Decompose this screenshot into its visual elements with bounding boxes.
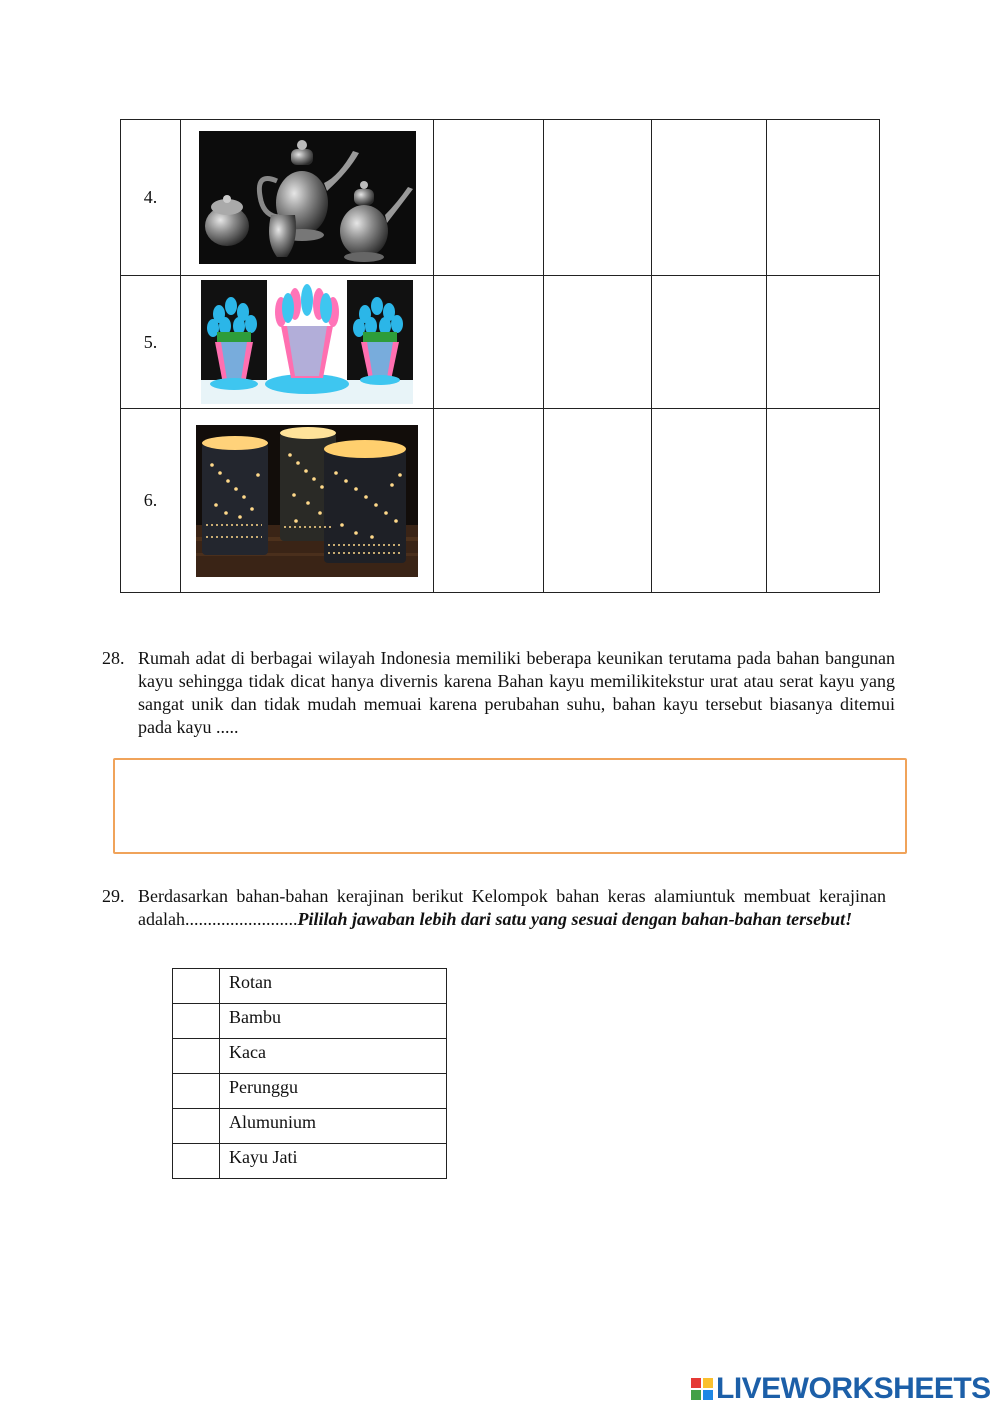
answer-cell[interactable] (543, 276, 651, 409)
question-number: 29. (102, 886, 125, 906)
answer-cell[interactable] (651, 409, 766, 593)
silver-teapot-set-photo (199, 131, 416, 264)
answer-cell[interactable] (651, 276, 766, 409)
option-label: Alumunium (220, 1109, 447, 1144)
option-label: Bambu (220, 1004, 447, 1039)
option-checkbox[interactable] (173, 969, 220, 1004)
liveworksheets-logo (690, 1373, 991, 1405)
option-label: Perunggu (220, 1074, 447, 1109)
option-checkbox[interactable] (173, 1074, 220, 1109)
answer-input-q28[interactable] (113, 758, 907, 854)
answer-cell[interactable] (766, 409, 879, 593)
question-29-stem: Berdasarkan bahan-bahan kerajinan berikut Kelompok bahan keras alamiuntuk membuat kerajinan adalah......................... (138, 886, 886, 929)
answer-cell[interactable] (651, 120, 766, 276)
table-row (173, 1074, 447, 1109)
tin-can-lantern-photo (196, 425, 418, 577)
answer-cell[interactable] (543, 120, 651, 276)
question-29-text (138, 885, 886, 931)
answer-cell[interactable] (434, 120, 543, 276)
table-row (173, 1004, 447, 1039)
option-label: Kaca (220, 1039, 447, 1074)
choices-table (172, 968, 447, 1179)
option-checkbox[interactable] (173, 1144, 220, 1179)
answer-cell[interactable] (434, 409, 543, 593)
logo-text: LIVEWORKSHEETS (716, 1372, 991, 1405)
table-row (173, 969, 447, 1004)
answer-cell[interactable] (766, 120, 879, 276)
answer-cell[interactable] (543, 409, 651, 593)
question-number: 28. (102, 648, 125, 668)
table-row (121, 276, 880, 409)
question-28-text: Rumah adat di berbagai wilayah Indonesia memiliki beberapa keunikan terutama pada bahan bangunan kayu sehingga tidak dicat hanya divernis karena Bahan kayu memilikitekstur urat atau serat kayu yang sangat unik dan tidak mudah memuai karena perubahan suhu, bahan kayu tersebut biasanya ditemui pada kayu ..... (138, 648, 895, 737)
row-number: 5. (121, 276, 181, 409)
option-checkbox[interactable] (173, 1039, 220, 1074)
option-label: Rotan (220, 969, 447, 1004)
table-row (173, 1144, 447, 1179)
table-row (173, 1039, 447, 1074)
row-number: 6. (121, 409, 181, 593)
option-checkbox[interactable] (173, 1004, 220, 1039)
option-checkbox[interactable] (173, 1109, 220, 1144)
items-table (120, 119, 880, 593)
plastic-spoon-flower-vase-photo (201, 280, 413, 404)
table-row (173, 1109, 447, 1144)
option-label: Kayu Jati (220, 1144, 447, 1179)
answer-cell[interactable] (434, 276, 543, 409)
liveworksheets-logo-icon (690, 1377, 714, 1401)
row-number: 4. (121, 120, 181, 276)
table-row (121, 120, 880, 276)
answer-cell[interactable] (766, 276, 879, 409)
table-row (121, 409, 880, 593)
question-29-instruction: Pililah jawaban lebih dari satu yang sesuai dengan bahan-bahan tersebut! (297, 909, 853, 929)
